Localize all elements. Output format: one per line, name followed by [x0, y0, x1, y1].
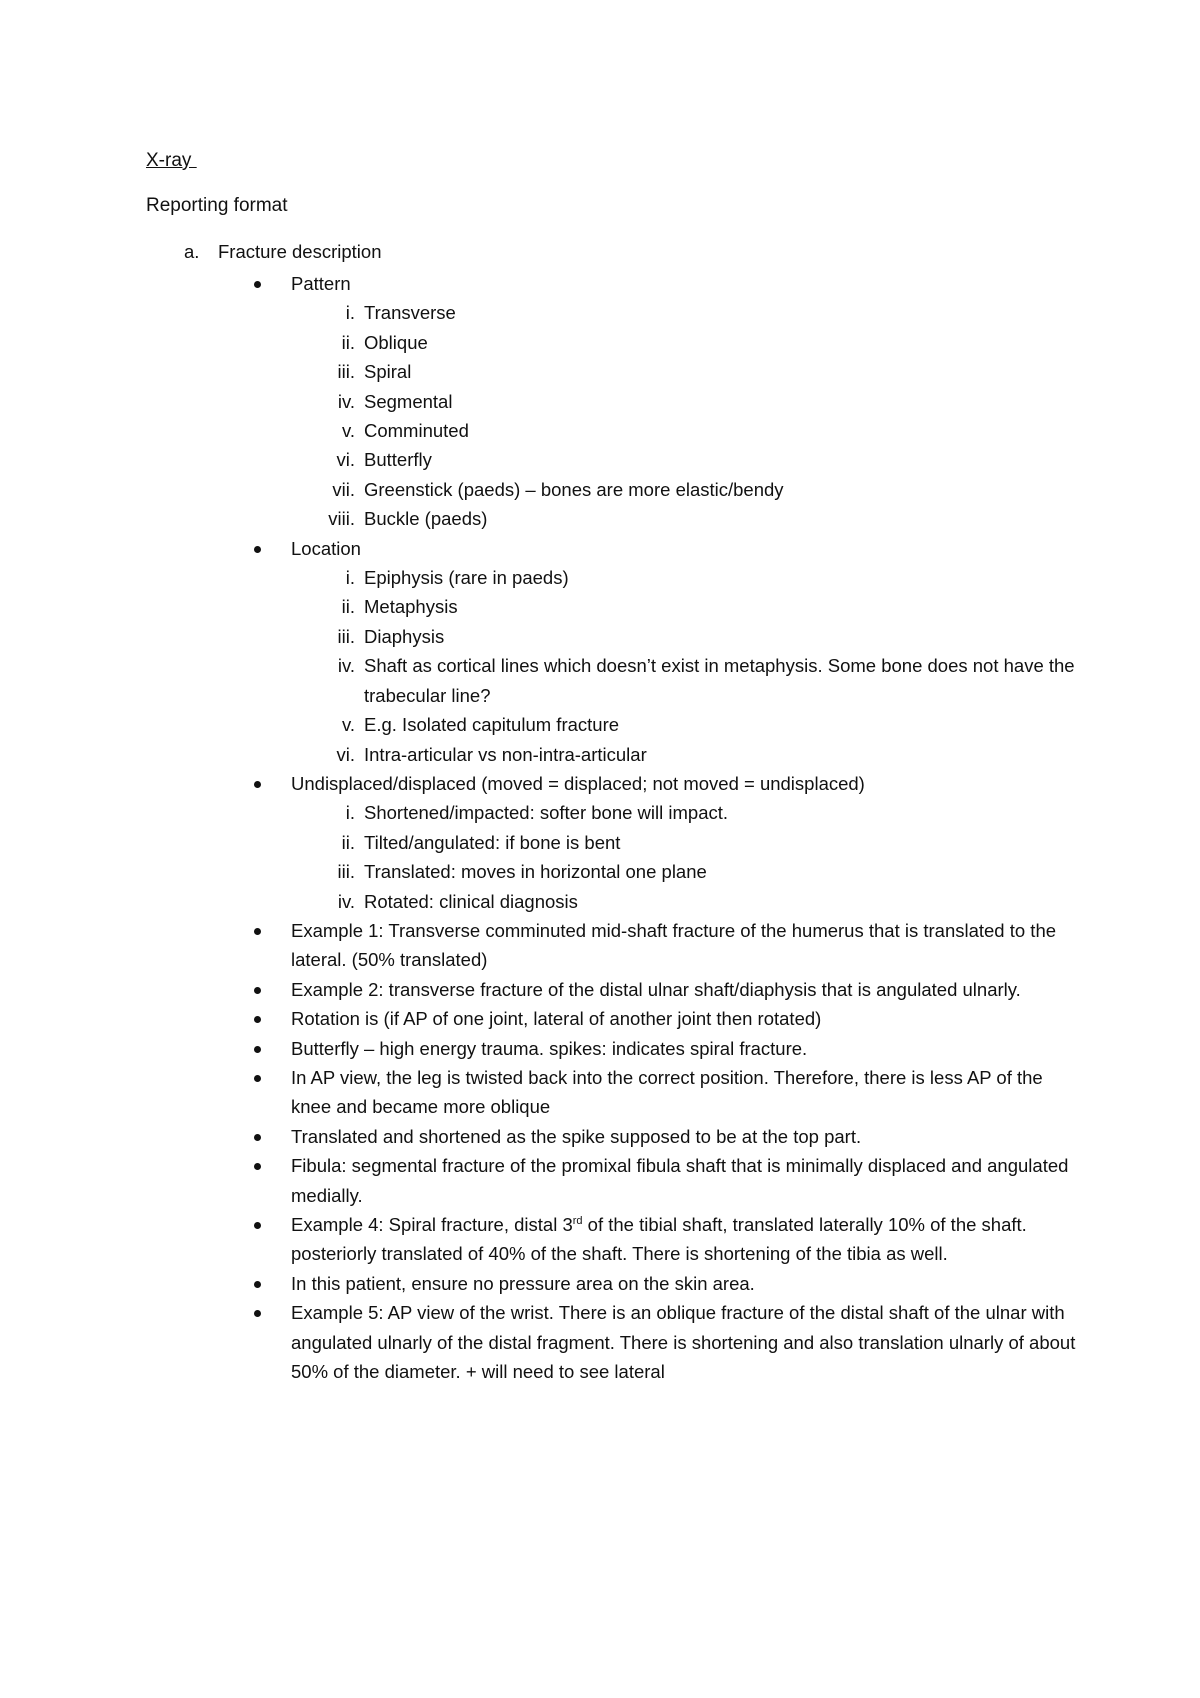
bullet-icon	[254, 1046, 261, 1053]
bullet-text: In this patient, ensure no pressure area on the skin area.	[291, 1272, 755, 1294]
list-number: viii.	[328, 508, 355, 530]
bullet-text: Fibula: segmental fracture of the promixal fibula shaft that is minimally displaced and angulated medially.	[291, 1155, 1069, 1206]
list-item	[146, 857, 1106, 886]
list-number: ii.	[341, 831, 355, 853]
list-item	[146, 416, 1106, 445]
list-number: v.	[341, 714, 355, 736]
bullet-icon	[254, 1281, 261, 1288]
list-item	[146, 328, 1106, 357]
displacement-sublist	[146, 798, 1106, 916]
bullet-icon	[254, 1222, 261, 1229]
bullet-icon	[254, 281, 261, 288]
list-item-text: Oblique	[364, 331, 428, 353]
bullet-icon	[254, 1163, 261, 1170]
bullet-icon	[254, 1310, 261, 1317]
list-item-text: Comminuted	[364, 420, 469, 442]
bullet-text: Undisplaced/displaced (moved = displaced; not moved = undisplaced)	[291, 772, 865, 794]
list-item-text: Metaphysis	[364, 596, 458, 618]
bullet-icon	[254, 928, 261, 935]
section-heading-row	[146, 240, 1106, 269]
pattern-sublist-wrapper	[146, 298, 1106, 533]
list-item	[146, 387, 1106, 416]
bullet-icon	[254, 1075, 261, 1082]
bullet-example-4	[146, 1210, 1106, 1269]
list-item-text: Rotated: clinical diagnosis	[364, 890, 578, 912]
bullet-butterfly	[146, 1034, 1106, 1063]
list-item	[146, 622, 1106, 651]
list-item	[146, 798, 1106, 827]
document-subtitle: Reporting format	[146, 195, 288, 216]
bullet-text	[291, 1210, 1081, 1269]
bullet-text: Translated and shortened as the spike supposed to be at the top part.	[291, 1125, 862, 1147]
location-sublist-wrapper	[146, 563, 1106, 769]
list-item	[146, 445, 1106, 474]
bullet-list	[146, 269, 1106, 1386]
displacement-sublist-wrapper	[146, 798, 1106, 916]
bullet-text: Location	[291, 537, 361, 559]
list-item	[146, 563, 1106, 592]
list-item	[146, 592, 1106, 621]
bullet-pattern	[146, 269, 1106, 298]
list-item	[146, 651, 1106, 710]
list-number: i.	[345, 567, 355, 589]
list-item-text: Greenstick (paeds) – bones are more elastic/bendy	[364, 478, 784, 500]
bullet-displacement	[146, 769, 1106, 798]
list-item	[146, 298, 1106, 327]
list-item-text: E.g. Isolated capitulum fracture	[364, 714, 620, 736]
list-number: ii.	[341, 331, 355, 353]
bullet-icon	[254, 1016, 261, 1023]
list-item-text: Buckle (paeds)	[364, 508, 488, 530]
list-item	[146, 887, 1106, 916]
section-fracture-description	[146, 240, 1106, 1386]
list-number: vi.	[336, 449, 355, 471]
list-item	[146, 828, 1106, 857]
bullet-pressure-area	[146, 1269, 1106, 1298]
bullet-icon	[254, 546, 261, 553]
list-item-text: Segmental	[364, 390, 453, 412]
list-item	[146, 357, 1106, 386]
bullet-text: Example 2: transverse fracture of the distal ulnar shaft/diaphysis that is angulated ulnarly.	[291, 978, 1021, 1000]
list-number: iii.	[337, 861, 355, 883]
list-item	[146, 710, 1106, 739]
list-item-text: Epiphysis (rare in paeds)	[364, 567, 569, 589]
list-item-text: Intra-articular vs non-intra-articular	[364, 743, 647, 765]
list-item-text: Shaft as cortical lines which doesn’t exist in metaphysis. Some bone does not have the trabecular line?	[364, 655, 1075, 706]
list-number: v.	[341, 420, 355, 442]
list-number: i.	[345, 802, 355, 824]
list-item-text: Butterfly	[364, 449, 432, 471]
bullet-ap-view	[146, 1063, 1106, 1122]
list-item-text: Translated: moves in horizontal one plane	[364, 861, 707, 883]
bullet-icon	[254, 781, 261, 788]
list-number: iv.	[337, 655, 355, 677]
list-number: vi.	[336, 743, 355, 765]
list-item-text: Transverse	[364, 302, 456, 324]
bullet-text: Example 5: AP view of the wrist. There is an oblique fracture of the distal shaft of the ulnar with angulated ulnarly of the distal fragment. There is shortening and also translation ulnarly of about 50% of the diameter. + will need to see lateral	[291, 1302, 1076, 1383]
bullet-text: Rotation is (if AP of one joint, lateral of another joint then rotated)	[291, 1008, 822, 1030]
bullet-location	[146, 534, 1106, 563]
bullet-example-2	[146, 975, 1106, 1004]
bullet-text: Example 1: Transverse comminuted mid-shaft fracture of the humerus that is translated to the lateral. (50% translated)	[291, 919, 1057, 971]
section-letter: a.	[184, 241, 200, 262]
bullet-text-part: Example 4: Spiral fracture, distal 3	[291, 1214, 573, 1235]
list-item	[146, 475, 1106, 504]
list-number: ii.	[341, 596, 355, 618]
document-title: X-ray	[146, 150, 197, 171]
pattern-sublist	[146, 298, 1106, 533]
bullet-text: In AP view, the leg is twisted back into the correct position. Therefore, there is less AP of the knee and became more oblique	[291, 1066, 1043, 1118]
bullet-translated-shortened	[146, 1122, 1106, 1151]
list-item	[146, 740, 1106, 769]
section-heading: Fracture description	[218, 241, 382, 262]
bullet-text: Butterfly – high energy trauma. spikes: indicates spiral fracture.	[291, 1037, 808, 1059]
list-item	[146, 504, 1106, 533]
bullet-icon	[254, 1134, 261, 1141]
location-sublist	[146, 563, 1106, 769]
bullet-example-5	[146, 1298, 1106, 1386]
bullet-text-part: of the tibial shaft, translated laterally 10% of the shaft. posteriorly translated of 40% of the shaft. There is shortening of the tibia as well.	[291, 1214, 1027, 1265]
list-number: iii.	[337, 361, 355, 383]
bullet-example-1	[146, 916, 1106, 975]
bullet-icon	[254, 987, 261, 994]
list-item-text: Diaphysis	[364, 625, 445, 647]
list-number: vii.	[332, 478, 355, 500]
list-item-text: Spiral	[364, 361, 412, 383]
list-number: iv.	[337, 890, 355, 912]
list-number: i.	[345, 302, 355, 324]
bullet-fibula	[146, 1151, 1106, 1210]
bullet-rotation	[146, 1004, 1106, 1033]
bullet-text: Pattern	[291, 273, 351, 294]
list-item-text: Shortened/impacted: softer bone will impact.	[364, 802, 729, 824]
list-number: iii.	[337, 625, 355, 647]
list-number: iv.	[337, 390, 355, 412]
list-item-text: Tilted/angulated: if bone is bent	[364, 831, 621, 853]
superscript: rd	[572, 1214, 583, 1227]
